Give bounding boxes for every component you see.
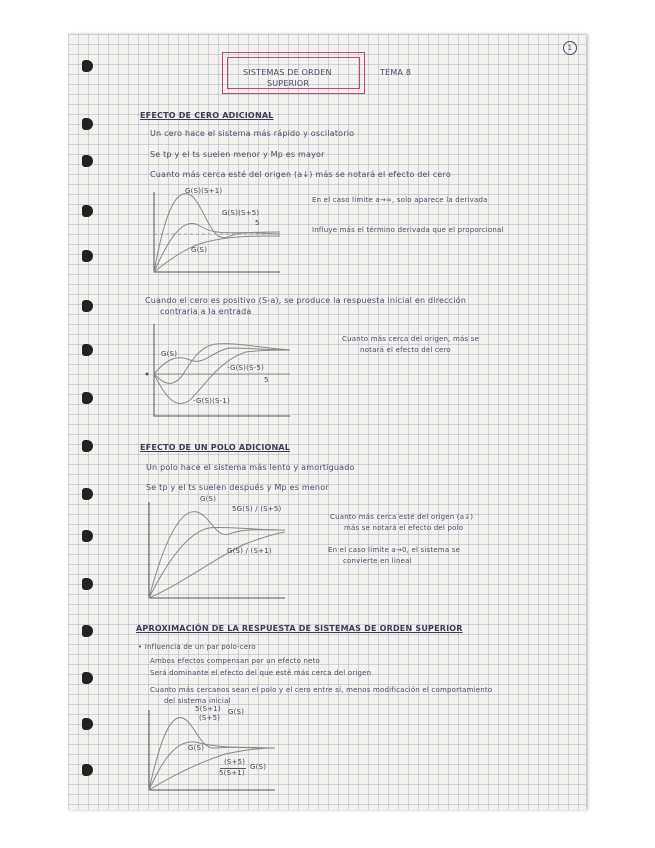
text-line: Un polo hace el sistema más lento y amortiguado <box>146 463 355 472</box>
note: convierte en lineal <box>343 557 412 565</box>
note: En el caso límite a→0, el sistema se <box>328 546 461 554</box>
graph-positive-zero <box>150 320 300 420</box>
note: Cuanto más cerca del origen, más se <box>342 335 480 343</box>
graph-label: G(S)(S+5) <box>222 209 260 217</box>
note: En el caso límite a→∞, solo aparece la derivada <box>312 196 488 204</box>
title-line2: SUPERIOR <box>267 79 310 88</box>
graph-label: G(S) <box>200 495 217 503</box>
note: más se notará el efecto del polo <box>344 524 464 532</box>
title-line1: SISTEMAS DE ORDEN <box>243 68 332 77</box>
heading-zero: EFECTO DE CERO ADICIONAL <box>140 111 274 120</box>
response-curve-pole-near <box>149 532 285 598</box>
heading-approximation: APROXIMACIÓN DE LA RESPUESTA DE SISTEMAS DE ORDEN SUPERIOR <box>136 624 463 633</box>
text-line: Ambos efectos compensan por un efecto neto <box>150 657 321 665</box>
graph-label: G(S) <box>228 708 245 716</box>
graph-label: G(S) <box>191 246 208 254</box>
axes <box>149 710 275 790</box>
graph-label: G(S) <box>250 763 267 771</box>
graph-label: G(S) <box>161 350 178 358</box>
text-line: del sistema inicial <box>164 697 231 705</box>
note: Influye más el término derivada que el proporcional <box>312 226 504 234</box>
graph-label: 5G(S) / (S+5) <box>232 505 282 513</box>
text-line: Se tp y el ts suelen después y Mp es menor <box>146 483 329 492</box>
text-line: contraria a la entrada <box>160 307 252 316</box>
note: Cuanto más cerca esté del origen (a↓) <box>330 513 474 521</box>
page-number: 1 <box>563 41 577 55</box>
graph-label: 5(S+1) <box>195 705 221 713</box>
text-line: • Influencia de un par polo-cero <box>138 643 256 651</box>
graph-label: 5(S+1) <box>219 769 245 777</box>
graph-label: G(S) <box>188 744 205 752</box>
graph-pole <box>145 498 295 602</box>
text-line: Cuanto más cercanos sean el polo y el cero entre sí, menos modificación el comportamiento <box>150 686 493 694</box>
graph-label: (S+5) <box>224 758 246 766</box>
graph-zero <box>150 186 290 278</box>
graph-label: 5 <box>264 376 269 384</box>
text-line: Se tp y el ts suelen menor y Mp es mayor <box>150 150 325 159</box>
graph-label: -G(S)(S-5) <box>227 364 264 372</box>
text-line: Cuando el cero es positivo (S-a), se produce la respuesta inicial en dirección <box>145 296 467 305</box>
graph-label: (S+5) <box>199 714 221 722</box>
text-line: Un cero hace el sistema más rápido y oscilatorio <box>150 129 355 138</box>
origin-dot <box>146 373 149 376</box>
text-line: Será dominante el efecto del que esté más cerca del origen <box>150 669 372 677</box>
response-curve-fast <box>154 194 280 272</box>
topic-label: TEMA 8 <box>380 68 412 77</box>
response-curve-base <box>154 236 280 272</box>
response-curve-mid <box>154 223 280 272</box>
text-line: Cuanto más cerca esté del origen (a↓) más se notará el efecto del cero <box>150 170 451 179</box>
graph-label: G(S) / (S+1) <box>227 547 272 555</box>
note: notará el efecto del cero <box>360 346 451 354</box>
graph-label: -G(S)(S-1) <box>193 397 230 405</box>
graph-label: G(S)(S+1) <box>185 187 223 195</box>
heading-pole: EFECTO DE UN POLO ADICIONAL <box>140 443 291 452</box>
graph-label: 5 <box>255 219 260 227</box>
